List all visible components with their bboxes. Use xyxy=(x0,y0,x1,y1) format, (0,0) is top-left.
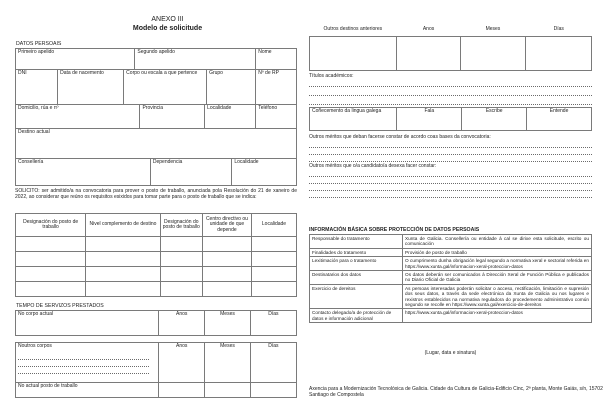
corpo-actual-anos-cell[interactable] xyxy=(159,311,205,336)
field-telefono[interactable] xyxy=(256,105,297,129)
title-anexo: ANEXO III xyxy=(151,16,184,23)
noutros-corpos-dias-cell[interactable] xyxy=(251,343,297,383)
write-line[interactable] xyxy=(309,148,592,155)
postos-input-cell[interactable] xyxy=(16,252,86,267)
lingua-fala-cell[interactable] xyxy=(397,108,462,131)
postos-input-cell[interactable] xyxy=(16,237,86,252)
protec-row-value: As persoas interesadas poderán solicitar o acceso, rectificación, limitación e supresión dos seus datos, a través da sede electrónica da Xunta de Galicia ou nos lugares e rexistros establecidos na normativa reguladora do procedemento administrativo común segundo se recolle en https://www.xunta.gal/exercicio-de-dereitos xyxy=(403,285,592,310)
meses-label: Meses xyxy=(220,343,235,349)
meritos-bases-lines xyxy=(309,141,592,162)
postos-input-cell[interactable] xyxy=(252,282,297,297)
postos-input-cell[interactable] xyxy=(161,267,203,282)
postos-input-cell[interactable] xyxy=(161,252,203,267)
postos-input-cell[interactable] xyxy=(16,282,86,297)
meritos-candidato-lines xyxy=(309,170,592,198)
field-corpo-escala-label: Corpo ou escala a que pertence xyxy=(126,70,198,76)
dias-label: Días xyxy=(268,343,279,349)
corpo-actual-meses-cell[interactable] xyxy=(205,311,251,336)
write-line[interactable] xyxy=(18,360,149,367)
field-dependencia[interactable] xyxy=(151,159,232,186)
postos-table xyxy=(15,213,297,297)
lingua-entende-cell[interactable] xyxy=(527,108,592,131)
corpo-actual-dias-cell[interactable] xyxy=(251,311,297,336)
dias-label: Días xyxy=(553,26,564,32)
field-num-rp-label: Nº de RP xyxy=(258,70,279,76)
postos-input-cell[interactable] xyxy=(161,282,203,297)
input-cell[interactable] xyxy=(310,37,397,71)
anos-label: Anos xyxy=(175,343,188,349)
anos-label: Anos xyxy=(422,26,435,32)
noutros-corpos-anos-cell[interactable] xyxy=(159,343,205,383)
postos-input-cell[interactable] xyxy=(203,237,252,252)
noutros-corpos-table xyxy=(15,342,297,398)
protec-row-label: Destinatarios dos datos xyxy=(310,271,403,285)
outros-destinos-header-row xyxy=(309,27,592,33)
protec-row-value: Os datos deberán ser comunicados á Dirección Xeral de Función Pública e publicados no Diario Oficial de Galicia xyxy=(403,271,592,285)
field-domicilio[interactable] xyxy=(16,105,140,129)
datos-persoais-table xyxy=(15,48,297,186)
field-no-actual-posto-label: No actual posto de traballo xyxy=(18,383,78,389)
meses-label: Meses xyxy=(485,26,501,32)
write-line[interactable] xyxy=(309,155,592,162)
protec-row-value: https://www.xunta.gal/informacion-xeral-proteccion-datos xyxy=(403,309,592,323)
noutros-corpos-meses-cell[interactable] xyxy=(205,343,251,383)
field-data-nacemento[interactable] xyxy=(58,70,124,105)
protec-row-value: O cumprimento dunha obrigación legal segundo a normativa xeral e sectorial referida en https://www.xunta.gal/informacion-xeral-proteccion-datos xyxy=(403,257,592,271)
titulos-academicos-heading: Títulos académicos: xyxy=(309,73,354,79)
input-cell[interactable] xyxy=(526,37,592,71)
protec-row-label: Lexitimación para o tratamento xyxy=(310,257,403,271)
field-destino-actual-label: Destino actual xyxy=(18,129,50,135)
proteccion-datos-heading: INFORMACIÓN BÁSICA SOBRE PROTECCIÓN DE DATOS PERSOAIS xyxy=(309,227,480,233)
footer-address: Axencia para a Modernización Tecnolóxica de Galicia. Cidade da Cultura de Galicia-Edificio Cinc, 2ª planta, Monte Gaiás, s/n, 15702 Santiago de Compostela xyxy=(309,386,603,398)
protec-row-label: Finalidades do tratamento xyxy=(310,249,403,257)
field-provincia[interactable] xyxy=(140,105,205,129)
dias-label: Días xyxy=(268,311,279,317)
outros-destinos-label: Outros destinos anteriores xyxy=(323,26,383,32)
field-primeiro-apelido[interactable] xyxy=(16,49,135,70)
field-localidade-label: Localidade xyxy=(207,105,232,111)
field-nome[interactable] xyxy=(256,49,297,70)
lingua-galega-label: Coñecemento da lingua galega xyxy=(312,108,382,114)
postos-header-centro-directivo: Centro directivo ou unidade de que depende xyxy=(203,214,252,237)
input-cell[interactable] xyxy=(461,37,526,71)
field-lingua-galega xyxy=(310,108,397,131)
input-cell[interactable] xyxy=(205,383,251,398)
write-line[interactable] xyxy=(18,367,149,374)
protec-row-value: Provisión de posto de traballo xyxy=(403,249,592,257)
proteccion-datos-table xyxy=(309,234,592,323)
input-cell[interactable] xyxy=(159,383,205,398)
field-primeiro-apelido-label: Primeiro apelido xyxy=(18,49,55,55)
postos-header-designacion-posto-2: Designación do posto de traballo xyxy=(161,214,203,237)
write-line[interactable] xyxy=(309,98,592,105)
field-localidade[interactable] xyxy=(205,105,256,129)
field-segundo-apelido[interactable] xyxy=(135,49,256,70)
postos-header-designacion-posto: Designación do posto de traballo xyxy=(16,214,86,237)
field-grupo-label: Grupo xyxy=(209,70,223,76)
protec-row-label: Exercicio de dereitos xyxy=(310,285,403,310)
postos-input-cell[interactable] xyxy=(16,267,86,282)
field-nome-label: Nome xyxy=(258,49,272,55)
postos-input-cell[interactable] xyxy=(252,237,297,252)
protec-row-label: Contacto delegado/a de protección de datos e información adicional xyxy=(310,309,403,323)
title-subtitle: Modelo de solicitude xyxy=(132,24,203,32)
postos-input-cell[interactable] xyxy=(203,282,252,297)
field-localidade-conselleria[interactable] xyxy=(232,159,297,186)
write-line[interactable] xyxy=(309,89,592,96)
postos-input-cell[interactable] xyxy=(203,252,252,267)
field-noutros-corpos-label: Noutros corpos xyxy=(18,343,52,349)
meritos-candidato-heading: Outros méritos que o/a candidato/a desexa facer constar: xyxy=(309,163,437,169)
protec-row-label: Responsable do tratamento xyxy=(310,235,403,249)
field-no-corpo-actual-label: No corpo actual xyxy=(18,311,54,317)
lugar-data-sinatura: (Lugar, data e sinatura) xyxy=(424,350,477,356)
lingua-escribe-cell[interactable] xyxy=(462,108,527,131)
field-num-rp[interactable] xyxy=(256,70,297,105)
field-grupo[interactable] xyxy=(207,70,256,105)
write-line[interactable] xyxy=(309,141,592,148)
field-provincia-label: Provincia xyxy=(142,105,164,111)
field-dni-label: DNI xyxy=(18,70,27,76)
meses-label: Meses xyxy=(220,311,235,317)
postos-input-cell[interactable] xyxy=(252,252,297,267)
tempo-servizos-heading: TEMPO DE SERVIZOS PRESTADOS xyxy=(16,303,104,309)
postos-input-cell[interactable] xyxy=(203,267,252,282)
postos-input-cell[interactable] xyxy=(86,267,160,282)
datos-persoais-heading: DATOS PERSOAIS xyxy=(16,41,62,47)
field-noutros-corpos[interactable] xyxy=(16,343,159,383)
titulos-academicos-lines xyxy=(309,80,592,105)
write-line[interactable] xyxy=(309,170,592,177)
lingua-galega-table xyxy=(309,107,592,131)
field-no-corpo-actual[interactable] xyxy=(16,311,159,336)
outros-destinos-table xyxy=(309,36,592,71)
write-line[interactable] xyxy=(309,191,592,198)
field-conselleria-label: Consellería xyxy=(18,159,44,165)
postos-input-cell[interactable] xyxy=(161,237,203,252)
field-conselleria[interactable] xyxy=(16,159,151,186)
field-dni[interactable] xyxy=(16,70,58,105)
entende-label: Entende xyxy=(549,108,569,114)
meritos-bases-heading: Outros méritos que deban facerse constar de acordo coas bases da convocatoria: xyxy=(309,134,491,140)
postos-input-cell[interactable] xyxy=(86,282,160,297)
postos-header-nivel-complemento: Nivel complemento de destino xyxy=(86,214,160,237)
field-data-nacemento-label: Data de nacemento xyxy=(60,70,104,76)
field-no-actual-posto[interactable] xyxy=(16,383,159,398)
write-line[interactable] xyxy=(309,177,592,184)
write-line[interactable] xyxy=(309,80,592,87)
write-line[interactable] xyxy=(309,184,592,191)
field-localidade-conselleria-label: Localidade xyxy=(234,159,259,165)
corpo-actual-table xyxy=(15,310,297,336)
field-destino-actual[interactable] xyxy=(16,129,297,159)
postos-input-cell[interactable] xyxy=(86,237,160,252)
field-dependencia-label: Dependencia xyxy=(152,159,183,165)
anos-label: Anos xyxy=(175,311,188,317)
postos-input-cell[interactable] xyxy=(86,252,160,267)
field-domicilio-label: Domicilio, rúa e nº xyxy=(18,105,59,111)
postos-header-localidade: Localidade xyxy=(252,214,297,237)
field-corpo-escala[interactable] xyxy=(124,70,207,105)
input-cell[interactable] xyxy=(397,37,460,71)
fala-label: Fala xyxy=(424,108,435,114)
protec-row-value: Xunta de Galicia. Consellería ou entidade á cal se dirixe esta solicitude, escrito ou comunicación xyxy=(403,235,592,249)
field-telefono-label: Teléfono xyxy=(258,105,278,111)
page-title xyxy=(0,16,335,33)
write-line[interactable] xyxy=(18,353,149,360)
field-segundo-apelido-label: Segundo apelido xyxy=(137,49,175,55)
solicito-paragraph: SOLICITO: ser admitido/a na convocatoria para prover o posto de traballo, anunciada pola Resolución do 21 de xaneiro de 2022, ao considerar que reúno os requisitos esixidos para tomar parte para o posto de traballo que se indica: xyxy=(15,188,297,201)
escribe-label: Escribe xyxy=(485,108,503,114)
postos-input-cell[interactable] xyxy=(252,267,297,282)
input-cell[interactable] xyxy=(251,383,297,398)
